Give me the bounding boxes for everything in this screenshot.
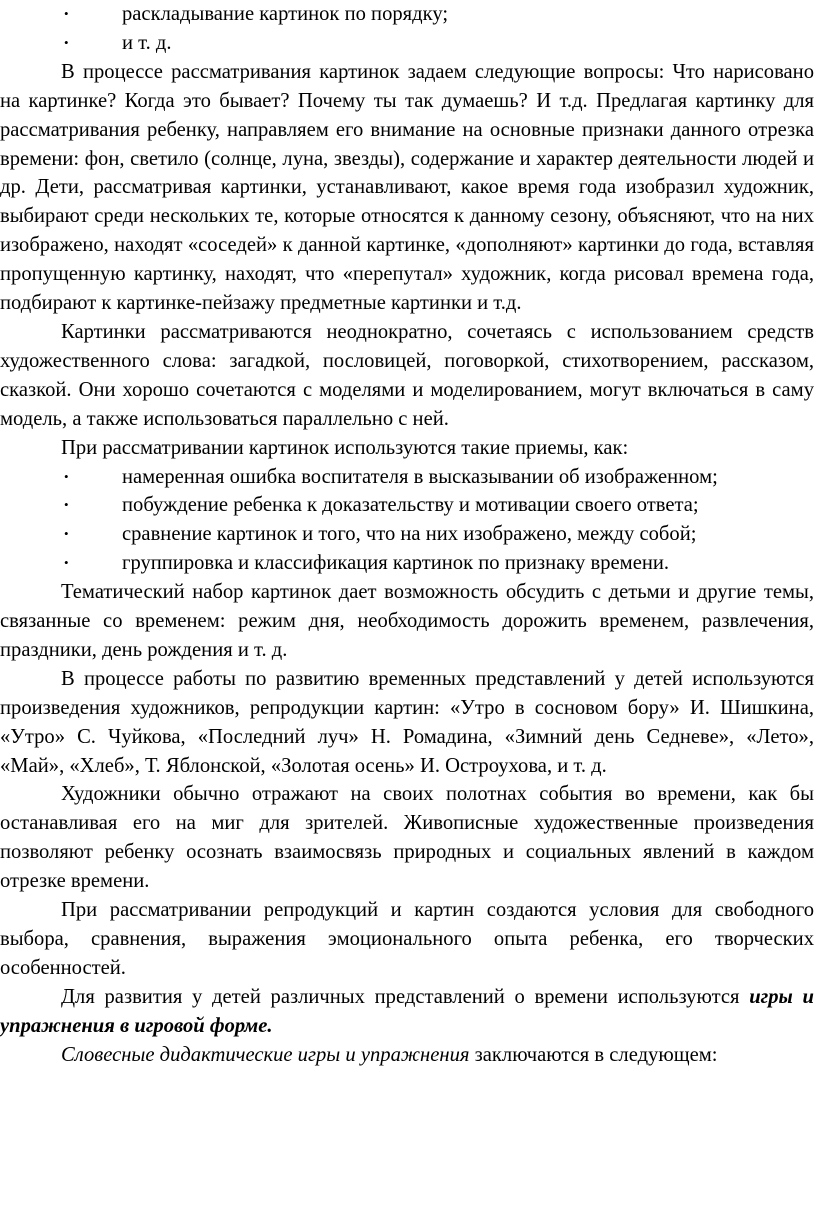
list-item-text: сравнение картинок и того, что на них изображено, между собой; (122, 523, 697, 546)
paragraph-verbal-games (0, 1041, 814, 1070)
paragraph-thematic-set: Тематический набор картинок дает возможность обсудить с детьми и другие темы, связанные со временем: режим дня, необходимость дорожить временем, развлечения, праздники, день рождения и т. д. (0, 581, 814, 661)
paragraph-paintings: В процессе работы по развитию временных представлений у детей используются произведения художников, репродукции картин: «Утро в сосновом бору» И. Шишкина, «Утро» С. Чуйкова, «Последний луч» Н. Ромадина, «Зимний день Седневе», «Лето», «Май», «Хлеб», Т. Яблонской, «Золотая осень» И. Остроухова, и т. д. (0, 667, 814, 777)
paragraph-games (0, 983, 814, 1041)
games-lead-text: Для развития у детей различных представлений о времени используются (61, 985, 750, 1008)
list-item (0, 520, 814, 549)
list-item (0, 0, 814, 29)
list-item (0, 463, 814, 492)
bullet-icon: • (64, 497, 69, 513)
paragraph-artistic-word: Картинки рассматриваются неоднократно, сочетаясь с использованием средств художественного слова: загадкой, пословицей, поговоркой, стихотворением, рассказом, сказкой. Они хорошо сочетаются с моделями и моделированием, могут включаться в саму модель, а также использоваться параллельно с ней. (0, 320, 814, 430)
bullet-icon: • (64, 34, 69, 50)
paragraph-techniques-intro: При рассматривании картинок используются такие приемы, как: (61, 436, 629, 459)
paragraph-artists: Художники обычно отражают на своих полотнах события во времени, как бы останавливая его на миг для зрителей. Живописные художественные произведения позволяют ребенку осознать взаимосвязь природных и социальных явлений в каждом отрезке времени. (0, 783, 814, 893)
bullet-icon: • (64, 526, 69, 542)
paragraph-picture-questions: В процессе рассматривания картинок задаем следующие вопросы: Что нарисовано на картинке? Когда это бывает? Почему ты так думаешь? И т.д. Предлагая картинку для рассматривания ребенку, направляем его внимание на основные признаки данного отрезка времени: фон, светило (солнце, луна, звезды), содержание и характер деятельности людей и др. Дети, рассматривая картинки, устанавливают, какое время года изобразил художник, выбирают среди нескольких те, которые относятся к данному сезону, объясняют, что на них изображено, находят «соседей» к данной картинке, «дополняют» картинки до года, вставляя пропущенную картинку, находят, что «перепутал» художник, когда рисовал времена года, подбирают к картинке-пейзажу предметные картинки и т.д. (0, 60, 814, 315)
list-item-text: побуждение ребенка к доказательству и мотивации своего ответа; (122, 494, 699, 517)
paragraph-reproductions: При рассматривании репродукций и картин создаются условия для свободного выбора, сравнения, выражения эмоционального опыта ребенка, его творческих особенностей. (0, 899, 814, 979)
list-item (0, 29, 814, 58)
bullet-icon: • (64, 468, 69, 484)
verbal-games-rest: заключаются в следующем: (469, 1043, 718, 1066)
list-item-text: группировка и классификация картинок по признаку времени. (122, 552, 670, 575)
list-item-text: раскладывание картинок по порядку; (122, 3, 449, 25)
bullet-icon: • (64, 6, 69, 21)
list-item (0, 491, 814, 520)
verbal-games-emphasis: Словесные дидактические игры и упражнения (61, 1043, 470, 1066)
bullet-icon: • (64, 555, 69, 571)
list-item-text: и т. д. (122, 31, 172, 54)
games-emphasis: игры и упражнения в игровой форме. (0, 985, 814, 1037)
list-item (0, 549, 814, 578)
list-item-text: намеренная ошибка воспитателя в высказывании об изображенном; (122, 465, 718, 488)
